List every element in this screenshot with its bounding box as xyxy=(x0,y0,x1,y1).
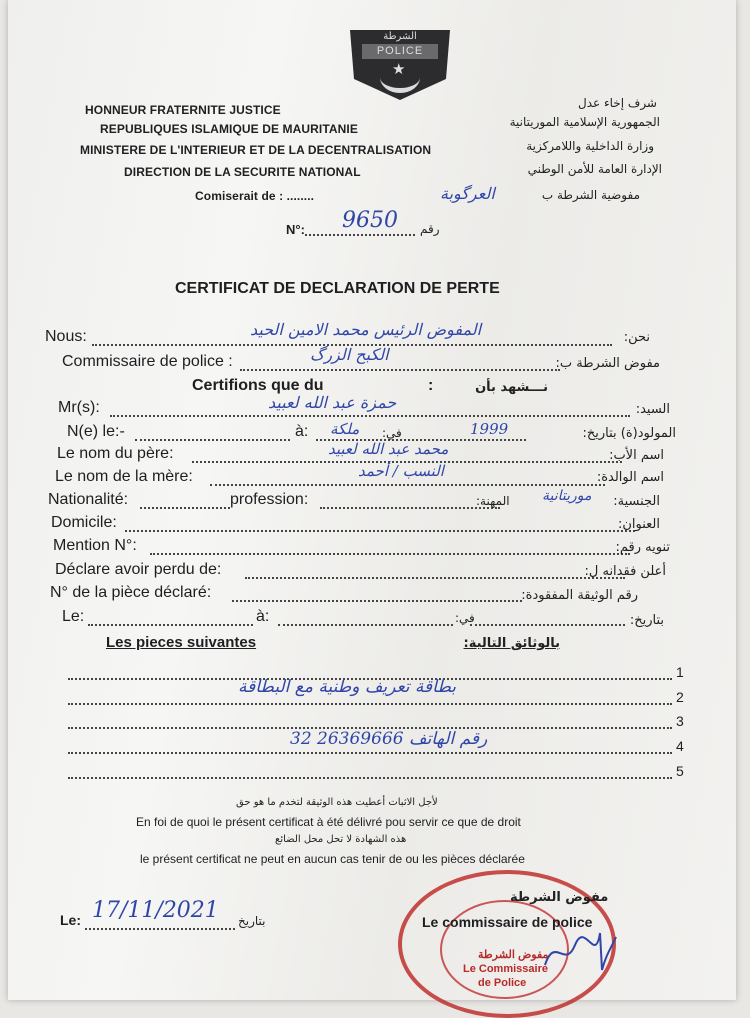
mention-label-ar: تنويه رقم: xyxy=(615,540,670,555)
certifions-colon: : xyxy=(428,377,434,394)
piece-4-handwritten: رقم الهاتف 26369666 32 xyxy=(290,729,488,749)
domicile-label-ar: العنوان: xyxy=(617,517,660,532)
star-icon: ★ xyxy=(392,61,406,78)
date-dots xyxy=(85,928,235,930)
ministry-ar: وزارة الداخلية واللامركزية xyxy=(526,139,654,153)
date-label-ar: بتاريخ xyxy=(238,914,266,928)
pere-handwritten: محمد عبد الله لعبيد xyxy=(328,440,449,458)
badge-police-band: POLICE xyxy=(362,44,438,59)
number-label-fr: N°: xyxy=(286,222,305,237)
mere-label: Le nom de la mère: xyxy=(55,468,193,485)
motto-ar: شرف إخاء عدل xyxy=(578,96,657,110)
date-handwritten: 17/11/2021 xyxy=(92,898,219,923)
le-place-dots xyxy=(278,624,453,626)
piece-dots xyxy=(232,600,522,602)
nationalite-handwritten: موريتانية xyxy=(542,488,592,504)
ne-label-ar: المولود(ة) بتاريخ: xyxy=(582,426,676,441)
mrs-handwritten: حمزة عبد الله لعبيد xyxy=(268,393,397,412)
ne-place-handwritten: ملكة xyxy=(330,420,360,438)
nous-handwritten: المفوض الرئيس محمد الامين الحيد xyxy=(250,320,482,339)
commissariat-ar: مفوضية الشرطة ب xyxy=(541,188,640,202)
commissariat-handwritten: العرگوبة xyxy=(440,184,495,203)
le-date-dots xyxy=(88,624,253,626)
certifions-label-ar: نـــشهد بأن xyxy=(475,380,548,395)
ne-a-label: à: xyxy=(295,423,309,440)
motto-fr: HONNEUR FRATERNITE JUSTICE xyxy=(85,103,281,117)
republic-fr: REPUBLIQUES ISLAMIQUE DE MAURITANIE xyxy=(100,122,358,136)
nous-label: Nous: xyxy=(45,328,87,345)
nationalite-label: Nationalité: xyxy=(48,491,129,508)
number-label-ar: رقم xyxy=(420,222,440,236)
signature-title-ar: مفوض الشرطة xyxy=(510,890,609,905)
footer-fr-1: En foi de quoi le présent certificat à été délivré pou servir ce que de droit xyxy=(136,815,521,829)
ne-date-dots xyxy=(135,439,290,441)
mrs-label-ar: السيد: xyxy=(635,402,670,417)
piece-number-3: 3 xyxy=(676,713,684,729)
piece-line-2 xyxy=(68,703,672,705)
direction-fr: DIRECTION DE LA SECURITE NATIONAL xyxy=(124,165,361,179)
le-label-ar: بتاريخ: xyxy=(629,613,664,628)
signature-title-fr: Le commissaire de police xyxy=(422,914,593,930)
domicile-label: Domicile: xyxy=(51,514,117,531)
stamp-fr-1: Le Commissaire xyxy=(463,963,548,975)
republic-ar: الجمهورية الإسلامية الموريتانية xyxy=(509,115,660,129)
nationalite-dots xyxy=(140,507,230,509)
piece-line-4 xyxy=(68,752,672,754)
nationalite-label-ar: الجنسية: xyxy=(613,494,660,509)
mention-label: Mention N°: xyxy=(53,537,137,554)
signature-scribble xyxy=(540,925,620,975)
le-a-label: à: xyxy=(256,608,270,625)
declare-dots xyxy=(245,577,625,579)
badge-arabic-text: الشرطة xyxy=(383,31,417,42)
document-title: CERTIFICAT DE DECLARATION DE PERTE xyxy=(175,280,500,297)
ministry-fr: MINISTERE DE L'INTERIEUR ET DE LA DECENTRALISATION xyxy=(80,143,432,157)
mere-label-ar: اسم الوالدة: xyxy=(596,470,664,485)
mention-dots xyxy=(150,553,630,555)
number-handwritten: 9650 xyxy=(342,208,398,233)
stamp-arabic: مفوض الشرطة xyxy=(478,949,549,961)
piece-line-5 xyxy=(68,777,672,779)
piece-label-ar: رقم الوثيقة المفقودة: xyxy=(521,588,638,603)
mere-handwritten: النسب / أحمد xyxy=(358,462,444,480)
le-fi-label: في: xyxy=(455,611,475,625)
mere-dots xyxy=(210,484,605,486)
domicile-dots xyxy=(125,530,635,532)
piece-label: N° de la pièce déclaré: xyxy=(50,584,212,601)
pere-label: Le nom du père: xyxy=(57,445,174,462)
direction-ar: الإدارة العامة للأمن الوطني xyxy=(527,162,662,176)
pieces-title-fr: Les pieces suivantes xyxy=(106,634,257,651)
footer-ar-2: هذه الشهادة لا تحل محل الضائع xyxy=(275,834,407,845)
mrs-dots xyxy=(110,415,630,417)
pieces-title-ar: بالوثائق التالية: xyxy=(463,636,560,651)
footer-ar-1: لأجل الاثبات أعطيت هذه الوثيقة لتخدم ما هو حق xyxy=(236,797,438,808)
number-dots xyxy=(305,234,415,236)
profession-dots xyxy=(320,507,500,509)
piece-number-5: 5 xyxy=(676,763,684,779)
commissaire-label: Commissaire de police : xyxy=(62,353,233,370)
profession-label-ar: المهنة: xyxy=(476,494,510,508)
ne-fi-label: في: xyxy=(382,426,402,440)
commissaire-dots xyxy=(240,369,560,371)
piece-number-1: 1 xyxy=(676,664,684,680)
le-extra-dots xyxy=(470,624,625,626)
certifions-label: Certifions que du xyxy=(192,377,324,394)
commissariat-fr: Comiserait de : ........ xyxy=(195,189,315,203)
stamp-fr-2: de Police xyxy=(478,977,527,989)
mrs-label: Mr(s): xyxy=(58,399,100,416)
footer-fr-2: le présent certificat ne peut en aucun cas tenir de ou les pièces déclarée xyxy=(140,852,525,866)
ne-date-handwritten: 1999 xyxy=(470,420,509,438)
ne-label: N(e) le:- xyxy=(67,423,125,440)
piece-number-2: 2 xyxy=(676,689,684,705)
piece-2-handwritten: بطاقة تعريف وطنية مع البطاقة xyxy=(238,677,457,697)
nous-label-ar: نحن: xyxy=(623,330,650,345)
commissaire-label-ar: مفوض الشرطة ب: xyxy=(555,356,660,371)
le-label: Le: xyxy=(62,608,85,625)
commissaire-handwritten: الكبح الزرگ xyxy=(310,345,389,364)
profession-label: profession: xyxy=(230,491,309,508)
declare-label-ar: أعلن فقدانه ل: xyxy=(584,564,666,579)
pere-label-ar: اسم الأب: xyxy=(609,448,664,463)
piece-number-4: 4 xyxy=(676,738,684,754)
declare-label: Déclare avoir perdu de: xyxy=(55,561,222,578)
date-label: Le: xyxy=(60,912,81,928)
